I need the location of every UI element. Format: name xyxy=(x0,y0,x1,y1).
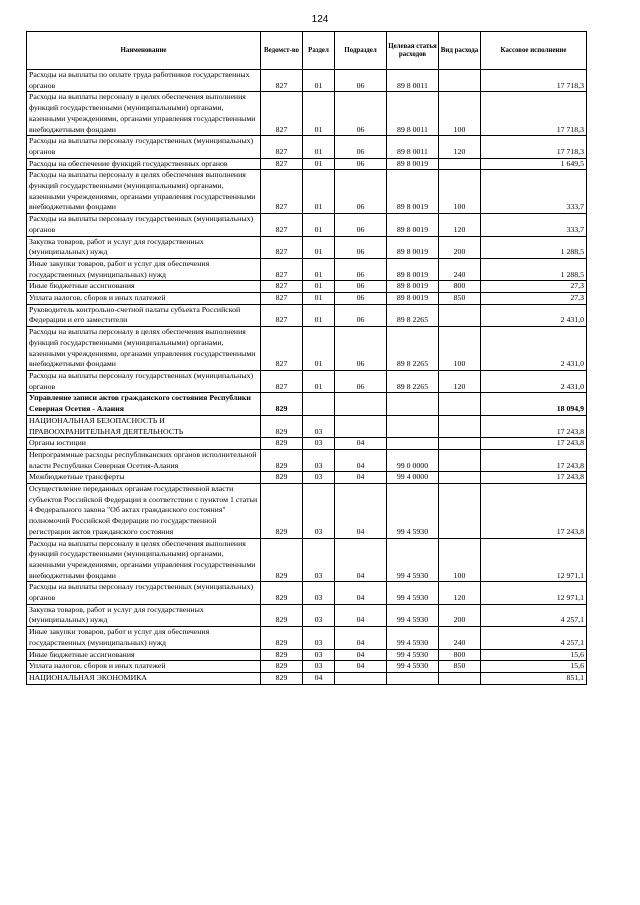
cell-exec: 12 971,1 xyxy=(481,538,587,582)
header-exec: Кассовое исполнение xyxy=(481,32,587,70)
table-row xyxy=(27,672,587,684)
cell-dept: 829 xyxy=(261,604,303,626)
cell-type: 200 xyxy=(439,604,481,626)
cell-section: 04 xyxy=(303,672,335,684)
cell-type: 100 xyxy=(439,327,481,371)
cell-subsection: 06 xyxy=(335,258,387,280)
cell-type xyxy=(439,672,481,684)
cell-subsection: 06 xyxy=(335,158,387,170)
cell-name: Расходы на выплаты персоналу в целях обеспечения выполнения функций государственными (муниципальными) органами, казенными учреждениями, органами управления государственными внебюджетными фондами xyxy=(27,538,261,582)
table-row xyxy=(27,582,587,604)
cell-target: 99 4 5930 xyxy=(387,627,439,649)
cell-type: 120 xyxy=(439,582,481,604)
cell-target: 99 4 5930 xyxy=(387,661,439,673)
cell-target: 89 8 0019 xyxy=(387,236,439,258)
table-row xyxy=(27,293,587,305)
table-row xyxy=(27,304,587,326)
cell-subsection: 06 xyxy=(335,370,387,392)
cell-name: Иные бюджетные ассигнования xyxy=(27,649,261,661)
cell-target: 89 8 2265 xyxy=(387,370,439,392)
cell-name: НАЦИОНАЛЬНАЯ БЕЗОПАСНОСТЬ И ПРАВООХРАНИТЕЛЬНАЯ ДЕЯТЕЛЬНОСТЬ xyxy=(27,415,261,437)
cell-section: 03 xyxy=(303,449,335,471)
cell-section: 01 xyxy=(303,92,335,136)
cell-type xyxy=(439,484,481,539)
cell-name: Осуществление переданных органам государственной власти субъектов Российской Федерации в соответствии с пунктом 1 статьи 4 Федерального закона "Об актах гражданского состояния" полномочий Российской Федерации по государственной регистрации актов гражданского состояния xyxy=(27,484,261,539)
cell-type: 120 xyxy=(439,370,481,392)
cell-type: 800 xyxy=(439,649,481,661)
cell-exec: 333,7 xyxy=(481,170,587,214)
cell-name: Расходы на выплаты персоналу государственных (муниципальных) органов xyxy=(27,214,261,236)
cell-dept: 829 xyxy=(261,415,303,437)
table-row xyxy=(27,158,587,170)
table-row xyxy=(27,258,587,280)
cell-section: 03 xyxy=(303,415,335,437)
cell-section: 01 xyxy=(303,236,335,258)
cell-target: 99 0 0000 xyxy=(387,449,439,471)
cell-dept: 829 xyxy=(261,484,303,539)
cell-name: Иные закупки товаров, работ и услуг для обеспечения государственных (муниципальных) нужд xyxy=(27,627,261,649)
cell-type xyxy=(439,438,481,450)
cell-name: Расходы на выплаты персоналу государственных (муниципальных) органов xyxy=(27,582,261,604)
cell-exec: 27,3 xyxy=(481,281,587,293)
table-row xyxy=(27,472,587,484)
cell-subsection: 06 xyxy=(335,236,387,258)
cell-subsection: 06 xyxy=(335,327,387,371)
cell-type xyxy=(439,449,481,471)
cell-exec: 4 257,1 xyxy=(481,604,587,626)
cell-exec: 851,1 xyxy=(481,672,587,684)
cell-name: Расходы на выплаты по оплате труда работников государственных органов xyxy=(27,70,261,92)
page-number: 124 xyxy=(311,14,329,25)
cell-target: 89 8 0019 xyxy=(387,293,439,305)
cell-type xyxy=(439,304,481,326)
cell-name: Уплата налогов, сборов и иных платежей xyxy=(27,293,261,305)
cell-target: 89 8 0019 xyxy=(387,214,439,236)
cell-subsection: 06 xyxy=(335,136,387,158)
cell-name: Расходы на выплаты персоналу в целях обеспечения выполнения функций государственными (муниципальными) органами, казенными учреждениями, органами управления государственными внебюджетными фондами xyxy=(27,327,261,371)
table-row xyxy=(27,484,587,539)
cell-name: Расходы на выплаты персоналу государственных (муниципальных) органов xyxy=(27,370,261,392)
cell-section: 01 xyxy=(303,293,335,305)
cell-exec: 15,6 xyxy=(481,649,587,661)
cell-name: Межбюджетные трансферты xyxy=(27,472,261,484)
table-row xyxy=(27,449,587,471)
cell-subsection: 04 xyxy=(335,538,387,582)
cell-name: Органы юстиции xyxy=(27,438,261,450)
cell-dept: 827 xyxy=(261,136,303,158)
cell-type: 100 xyxy=(439,538,481,582)
cell-dept: 829 xyxy=(261,649,303,661)
cell-exec: 15,6 xyxy=(481,661,587,673)
cell-dept: 827 xyxy=(261,304,303,326)
cell-name: Уплата налогов, сборов и иных платежей xyxy=(27,661,261,673)
cell-section: 01 xyxy=(303,258,335,280)
cell-subsection: 06 xyxy=(335,214,387,236)
cell-exec: 2 431,0 xyxy=(481,370,587,392)
cell-exec: 27,3 xyxy=(481,293,587,305)
cell-subsection: 04 xyxy=(335,438,387,450)
cell-target: 89 8 0019 xyxy=(387,170,439,214)
cell-subsection xyxy=(335,672,387,684)
table-row xyxy=(27,281,587,293)
cell-exec: 2 431,0 xyxy=(481,327,587,371)
table-row xyxy=(27,370,587,392)
cell-type: 120 xyxy=(439,136,481,158)
budget-table xyxy=(26,31,587,685)
cell-subsection: 06 xyxy=(335,170,387,214)
cell-name: НАЦИОНАЛЬНАЯ ЭКОНОМИКА xyxy=(27,672,261,684)
cell-section: 01 xyxy=(303,214,335,236)
cell-section: 01 xyxy=(303,158,335,170)
cell-exec: 17 243,8 xyxy=(481,449,587,471)
cell-section: 03 xyxy=(303,627,335,649)
cell-section: 03 xyxy=(303,472,335,484)
cell-section: 03 xyxy=(303,649,335,661)
cell-subsection: 04 xyxy=(335,661,387,673)
cell-subsection: 06 xyxy=(335,92,387,136)
table-row xyxy=(27,170,587,214)
table-row xyxy=(27,327,587,371)
cell-dept: 827 xyxy=(261,70,303,92)
cell-dept: 829 xyxy=(261,438,303,450)
cell-dept: 829 xyxy=(261,672,303,684)
cell-type: 240 xyxy=(439,627,481,649)
cell-subsection xyxy=(335,393,387,415)
cell-type: 850 xyxy=(439,661,481,673)
header-type: Вид расхода xyxy=(439,32,481,70)
cell-dept: 827 xyxy=(261,214,303,236)
cell-target: 89 8 0011 xyxy=(387,92,439,136)
cell-type xyxy=(439,472,481,484)
cell-exec: 1 288,5 xyxy=(481,258,587,280)
cell-type: 240 xyxy=(439,258,481,280)
table-row xyxy=(27,92,587,136)
table-row xyxy=(27,136,587,158)
table-row xyxy=(27,214,587,236)
cell-dept: 827 xyxy=(261,293,303,305)
cell-target: 99 4 0000 xyxy=(387,472,439,484)
cell-subsection xyxy=(335,415,387,437)
cell-target xyxy=(387,415,439,437)
cell-subsection: 04 xyxy=(335,472,387,484)
cell-name: Расходы на выплаты персоналу в целях обеспечения выполнения функций государственными (муниципальными) органами, казенными учреждениями, органами управления государственными внебюджетными фондами xyxy=(27,92,261,136)
cell-section: 03 xyxy=(303,438,335,450)
cell-target: 99 4 5930 xyxy=(387,604,439,626)
cell-dept: 827 xyxy=(261,236,303,258)
cell-name: Непрограммные расходы республиканских органов исполнительной власти Республики Северная Осетия-Алания xyxy=(27,449,261,471)
cell-type xyxy=(439,70,481,92)
cell-exec: 17 243,8 xyxy=(481,484,587,539)
cell-section: 01 xyxy=(303,327,335,371)
header-subsection: Подраздел xyxy=(335,32,387,70)
table-row xyxy=(27,538,587,582)
cell-type xyxy=(439,158,481,170)
cell-exec: 2 431,0 xyxy=(481,304,587,326)
header-section: Раздел xyxy=(303,32,335,70)
cell-target xyxy=(387,393,439,415)
header-dept: Ведомст-во xyxy=(261,32,303,70)
cell-subsection: 04 xyxy=(335,449,387,471)
table-row xyxy=(27,649,587,661)
cell-dept: 829 xyxy=(261,538,303,582)
cell-name: Иные бюджетные ассигнования xyxy=(27,281,261,293)
table-row xyxy=(27,661,587,673)
cell-type xyxy=(439,393,481,415)
cell-section: 01 xyxy=(303,170,335,214)
cell-subsection: 04 xyxy=(335,604,387,626)
cell-name: Управление записи актов гражданского состояния Республики Северная Осетия - Алания xyxy=(27,393,261,415)
cell-section: 03 xyxy=(303,604,335,626)
cell-type: 800 xyxy=(439,281,481,293)
cell-exec: 12 971,1 xyxy=(481,582,587,604)
cell-subsection: 04 xyxy=(335,649,387,661)
cell-dept: 827 xyxy=(261,258,303,280)
cell-exec: 17 718,3 xyxy=(481,136,587,158)
table-row xyxy=(27,604,587,626)
cell-subsection: 06 xyxy=(335,281,387,293)
cell-type: 850 xyxy=(439,293,481,305)
cell-exec: 4 257,1 xyxy=(481,627,587,649)
cell-target: 89 8 0011 xyxy=(387,70,439,92)
cell-name: Расходы на выплаты персоналу в целях обеспечения выполнения функций государственными (муниципальными) органами, казенными учреждениями, органами управления государственными внебюджетными фондами xyxy=(27,170,261,214)
cell-dept: 827 xyxy=(261,158,303,170)
cell-type: 200 xyxy=(439,236,481,258)
cell-section: 01 xyxy=(303,370,335,392)
cell-dept: 829 xyxy=(261,582,303,604)
cell-target: 89 8 2265 xyxy=(387,327,439,371)
cell-dept: 829 xyxy=(261,472,303,484)
table-row xyxy=(27,438,587,450)
cell-dept: 827 xyxy=(261,92,303,136)
cell-name: Руководитель контрольно-счетной палаты субъекта Российской Федерации и его заместители xyxy=(27,304,261,326)
cell-dept: 829 xyxy=(261,393,303,415)
cell-exec: 333,7 xyxy=(481,214,587,236)
cell-section: 03 xyxy=(303,538,335,582)
cell-target: 99 4 5930 xyxy=(387,582,439,604)
cell-target: 99 4 5930 xyxy=(387,484,439,539)
cell-section: 03 xyxy=(303,582,335,604)
cell-exec: 17 718,3 xyxy=(481,70,587,92)
cell-target xyxy=(387,672,439,684)
table-row xyxy=(27,70,587,92)
cell-target: 89 8 0011 xyxy=(387,136,439,158)
cell-section: 01 xyxy=(303,304,335,326)
cell-dept: 829 xyxy=(261,627,303,649)
cell-name: Закупка товаров, работ и услуг для государственных (муниципальных) нужд xyxy=(27,604,261,626)
cell-type: 120 xyxy=(439,214,481,236)
cell-name: Расходы на обеспечение функций государственных органов xyxy=(27,158,261,170)
cell-dept: 829 xyxy=(261,661,303,673)
cell-subsection: 04 xyxy=(335,627,387,649)
cell-section: 01 xyxy=(303,136,335,158)
cell-exec: 1 288,5 xyxy=(481,236,587,258)
cell-exec: 17 243,8 xyxy=(481,438,587,450)
header-name: Наименование xyxy=(27,32,261,70)
cell-exec: 18 094,9 xyxy=(481,393,587,415)
cell-exec: 1 649,5 xyxy=(481,158,587,170)
table-row xyxy=(27,393,587,415)
cell-subsection: 06 xyxy=(335,293,387,305)
table-row xyxy=(27,627,587,649)
header-target: Целевая статья расходов xyxy=(387,32,439,70)
cell-target: 89 8 0019 xyxy=(387,258,439,280)
cell-target: 89 8 2265 xyxy=(387,304,439,326)
cell-target xyxy=(387,438,439,450)
cell-name: Расходы на выплаты персоналу государственных (муниципальных) органов xyxy=(27,136,261,158)
cell-section: 03 xyxy=(303,484,335,539)
table-row xyxy=(27,415,587,437)
cell-exec: 17 718,3 xyxy=(481,92,587,136)
cell-section: 03 xyxy=(303,661,335,673)
cell-name: Иные закупки товаров, работ и услуг для обеспечения государственных (муниципальных) нужд xyxy=(27,258,261,280)
cell-dept: 827 xyxy=(261,170,303,214)
cell-subsection: 06 xyxy=(335,304,387,326)
cell-type: 100 xyxy=(439,170,481,214)
cell-subsection: 04 xyxy=(335,484,387,539)
cell-dept: 827 xyxy=(261,281,303,293)
cell-dept: 827 xyxy=(261,327,303,371)
table-header-row xyxy=(27,32,587,70)
cell-type xyxy=(439,415,481,437)
cell-target: 89 8 0019 xyxy=(387,281,439,293)
cell-target: 99 4 5930 xyxy=(387,649,439,661)
cell-section: 01 xyxy=(303,70,335,92)
cell-subsection: 04 xyxy=(335,582,387,604)
cell-exec: 17 243,8 xyxy=(481,472,587,484)
cell-section xyxy=(303,393,335,415)
cell-exec: 17 243,8 xyxy=(481,415,587,437)
table-row xyxy=(27,236,587,258)
cell-name: Закупка товаров, работ и услуг для государственных (муниципальных) нужд xyxy=(27,236,261,258)
cell-subsection: 06 xyxy=(335,70,387,92)
cell-type: 100 xyxy=(439,92,481,136)
cell-target: 99 4 5930 xyxy=(387,538,439,582)
cell-section: 01 xyxy=(303,281,335,293)
cell-target: 89 8 0019 xyxy=(387,158,439,170)
cell-dept: 829 xyxy=(261,449,303,471)
cell-dept: 827 xyxy=(261,370,303,392)
